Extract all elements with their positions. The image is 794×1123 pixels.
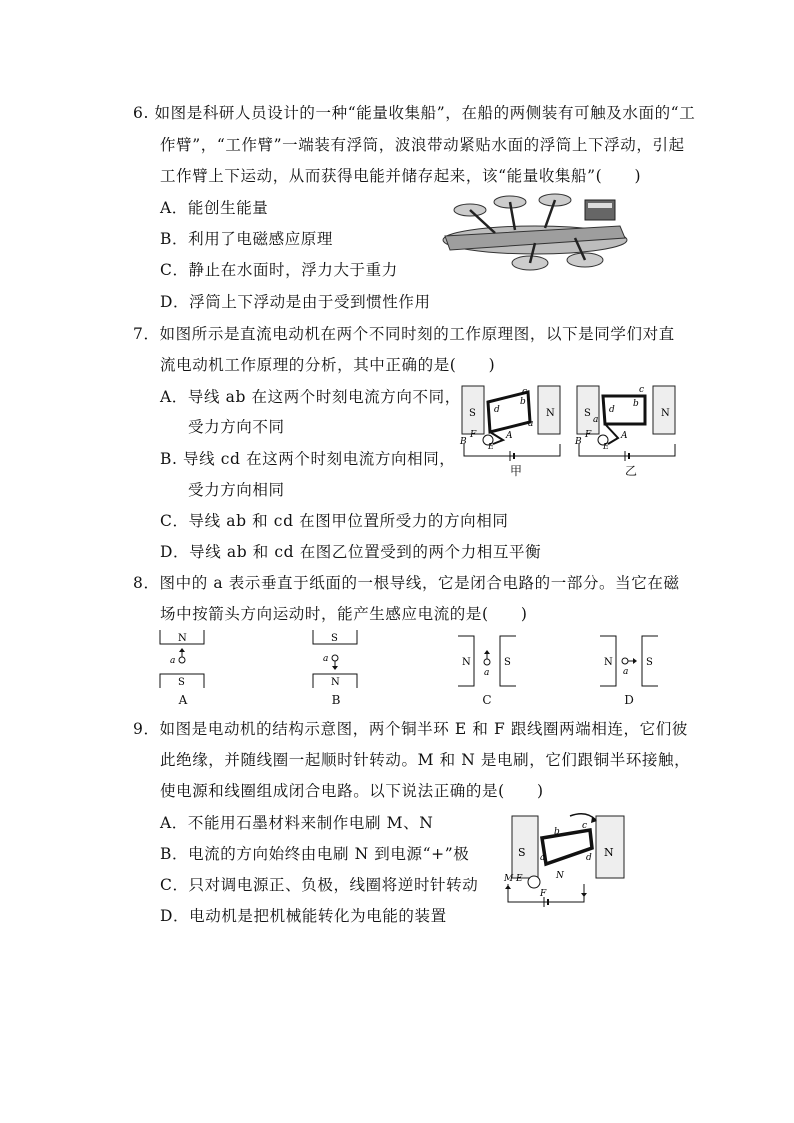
jia-f-label: F bbox=[470, 430, 477, 440]
yi-f-label: F bbox=[585, 430, 592, 440]
yi-a-label: a bbox=[593, 415, 599, 425]
q9-option-c: C．只对调电源正、负极，线圈将逆时针转动 bbox=[160, 876, 479, 894]
q8-c-left-pole: N bbox=[462, 657, 471, 668]
yi-d-label: d bbox=[609, 405, 615, 415]
q9-c-label: c bbox=[582, 821, 588, 831]
q8-b-bottom-pole: N bbox=[331, 677, 340, 688]
q8-c-wire-label: a bbox=[484, 668, 490, 678]
q6-option-b: B．利用了电磁感应原理 bbox=[160, 230, 333, 248]
q8-c-caption: C bbox=[482, 693, 492, 707]
q9-n-brush-label: N bbox=[556, 871, 564, 881]
q7-option-d: D．导线 ab 和 cd 在图乙位置受到的两个力相互平衡 bbox=[160, 543, 542, 561]
jia-caption: 甲 bbox=[509, 464, 522, 478]
q8-panel-b bbox=[311, 630, 361, 690]
q9-e-label: E bbox=[516, 874, 523, 884]
q7-line-1: 7．如图所示是直流电动机在两个不同时刻的工作原理图，以下是同学们对直 bbox=[133, 325, 675, 343]
yi-e-label: E bbox=[603, 442, 609, 451]
q8-b-caption: B bbox=[331, 693, 341, 707]
q9-m-label: M bbox=[504, 874, 514, 884]
q9-option-a: A．不能用石墨材料来制作电刷 M、N bbox=[160, 814, 434, 832]
q8-panel-a bbox=[158, 630, 208, 690]
yi-a-brush-label: A bbox=[621, 431, 628, 441]
q8-a-caption: A bbox=[178, 693, 188, 707]
q8-line-2: 场中按箭头方向运动时，能产生感应电流的是( ) bbox=[160, 605, 528, 623]
motor-structure-diagram bbox=[500, 808, 636, 908]
energy-collection-boat-figure bbox=[435, 188, 635, 278]
q9-f-label: F bbox=[540, 889, 547, 899]
motor-diagram-yi bbox=[573, 382, 685, 462]
q9-line-1: 9．如图是电动机的结构示意图，两个铜半环 E 和 F 跟线圈两端相连，它们彼 bbox=[133, 720, 688, 738]
q9-s-label: S bbox=[518, 846, 526, 859]
jia-a-brush-label: A bbox=[506, 431, 513, 441]
q9-line-3: 使电源和线圈组成闭合电路。以下说法正确的是( ) bbox=[160, 782, 544, 800]
q8-d-left-pole: N bbox=[604, 657, 613, 668]
motor-diagram-jia bbox=[458, 382, 570, 462]
q7-line-2: 流电动机工作原理的分析，其中正确的是( ) bbox=[160, 356, 496, 374]
q8-line-1: 8．图中的 a 表示垂直于纸面的一根导线，它是闭合电路的一部分。当它在磁 bbox=[133, 574, 680, 592]
q8-b-wire-label: a bbox=[323, 654, 329, 664]
q6-option-a: A．能创生能量 bbox=[160, 199, 269, 217]
q9-d-label: d bbox=[586, 853, 592, 863]
yi-caption: 乙 bbox=[624, 464, 637, 478]
q6-option-d: D．浮筒上下浮动是由于受到惯性作用 bbox=[160, 293, 431, 311]
q6-line-3: 工作臂上下运动，从而获得电能并储存起来，该“能量收集船”( ) bbox=[160, 167, 642, 185]
q7-option-a: A．导线 ab 在这两个时刻电流方向不同， bbox=[160, 388, 461, 406]
jia-s-label: S bbox=[469, 408, 476, 419]
yi-b-label: b bbox=[633, 399, 639, 409]
q7-option-c: C．导线 ab 和 cd 在图甲位置所受力的方向相同 bbox=[160, 512, 509, 530]
yi-c-label: c bbox=[639, 385, 645, 395]
jia-b-brush-label: B bbox=[460, 437, 467, 447]
q9-n-label: N bbox=[604, 846, 614, 859]
q8-panel-c bbox=[456, 634, 518, 690]
q9-option-d: D．电动机是把机械能转化为电能的装置 bbox=[160, 907, 447, 925]
q7-option-b-cont: 受力方向相同 bbox=[188, 481, 285, 499]
yi-s-label: S bbox=[584, 408, 591, 419]
q9-b-label: b bbox=[554, 827, 560, 837]
q8-panel-d bbox=[598, 634, 660, 690]
q8-d-right-pole: S bbox=[646, 657, 653, 668]
q8-a-bottom-pole: S bbox=[178, 677, 185, 688]
yi-n-label: N bbox=[661, 408, 670, 419]
q7-option-a-cont: 受力方向不同 bbox=[188, 418, 285, 436]
q9-line-2: 此绝缘，并随线圈一起顺时针转动。M 和 N 是电刷，它们跟铜半环接触， bbox=[160, 751, 691, 769]
q8-b-top-pole: S bbox=[331, 633, 338, 644]
q7-option-b: B. 导线 cd 在这两个时刻电流方向相同， bbox=[160, 450, 456, 468]
q6-option-c: C．静止在水面时，浮力大于重力 bbox=[160, 261, 398, 279]
q6-line-1: 6. 如图是科研人员设计的一种“能量收集船”，在船的两侧装有可触及水面的“工 bbox=[133, 104, 696, 122]
q9-option-b: B．电流的方向始终由电刷 N 到电源“+”极 bbox=[160, 845, 470, 863]
q8-a-wire-label: a bbox=[170, 656, 176, 666]
jia-n-label: N bbox=[546, 408, 555, 419]
q8-c-right-pole: S bbox=[504, 657, 511, 668]
q9-a-label: a bbox=[540, 853, 546, 863]
jia-c-label: c bbox=[522, 387, 528, 397]
q8-d-wire-label: a bbox=[623, 667, 629, 677]
jia-e-label: E bbox=[488, 442, 494, 451]
jia-b-label: b bbox=[520, 397, 526, 407]
q8-d-caption: D bbox=[624, 693, 634, 707]
q8-a-top-pole: N bbox=[178, 633, 187, 644]
yi-b-brush-label: B bbox=[575, 437, 582, 447]
q6-line-2: 作臂”，“工作臂”一端装有浮筒，波浪带动紧贴水面的浮筒上下浮动，引起 bbox=[160, 136, 685, 154]
jia-a-label: a bbox=[528, 419, 534, 429]
jia-d-label: d bbox=[494, 405, 500, 415]
